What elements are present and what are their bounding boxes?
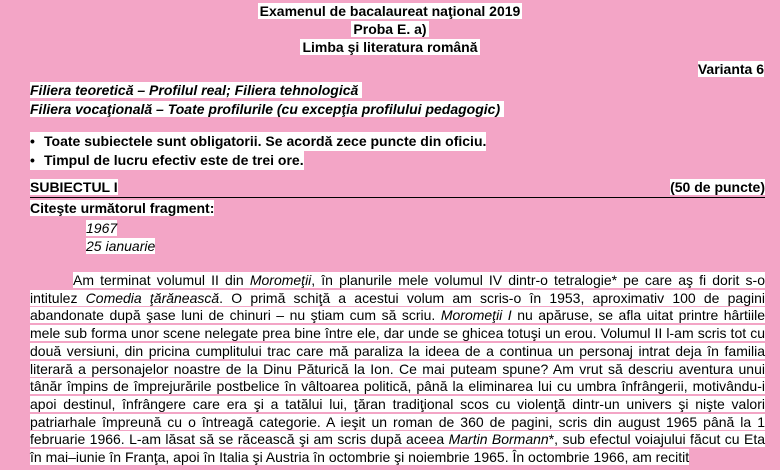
book-title: Comedia ţărănească <box>85 289 220 306</box>
subject-points: (50 de puncte) <box>670 179 765 195</box>
book-title: Martin Bormann <box>448 431 549 448</box>
instruction: Citeşte următorul fragment: <box>30 200 215 216</box>
book-title: Moromeţii I <box>440 307 512 324</box>
filiera-line-2: Filiera vocaţională – Toate profilurile (cu excepţia profilului pedagogic) <box>30 101 504 117</box>
diary-day: 25 ianuarie <box>86 238 156 254</box>
exam-test: Proba E. a) <box>353 21 427 37</box>
exam-header <box>0 2 780 56</box>
rule-item: • Timpul de lucru efectiv este de trei ore. <box>30 152 304 168</box>
exam-subject: Limba şi literatura română <box>302 39 478 55</box>
exam-title: Examenul de bacalaureat naţional 2019 <box>259 3 521 19</box>
bullet-icon: • <box>30 151 44 170</box>
diary-year: 1967 <box>86 220 118 236</box>
variant-label: Varianta 6 <box>697 61 764 77</box>
filiera-block <box>30 81 504 119</box>
subject-heading <box>30 179 765 195</box>
filiera-line-1: Filiera teoretică – Profilul real; Filiera tehnologică <box>30 82 362 98</box>
fragment-text: Am terminat volumul II din Moromeţii, în planurile mele volumul IV dintr-o tetralogie* pe care aş fi dorit s-o intitulez Comedia ţărănească. O primă schiţă a acestui volum am scris-o în 1953, aproximativ 100 de pagini abandonate după şase luni de chinuri – nu ştiam cum să scriu. Moromeţii I nu apăruse, se afla uitat printre hârtiile mele sub forma unor scene nelegate prea bine între ele, dar unde se ghicea totuşi un erou. Volumul II l-am scris tot cu două versiuni, din pricina cumplitului trac care mă paraliza la ideea de a continua un personaj intrat deja în familia literară a personajelor noastre de la Dinu Păturică la Ion. Ce mai puteam spune? Am vrut să descriu aventura unui tânăr împins de împrejurările postbelice în vâltoarea politică, până la eliminarea lui cu umbra înfrângerii, motivându-i apoi destinul, înfrângere care era şi a tatălui lui, ţăran tradiţional scos cu violenţă dintr-un univers şi nişte valori patriarhale împreună cu o întreagă categorie. A ieşit un roman de 360 de pagini, scris din august 1965 până la 1 februarie 1966. L-am lăsat să se răcească şi am scris după aceea Martin Bormann*, sub efectul voiajului făcut cu Eta în mai–iunie în Franţa, apoi în Italia şi Austria în octombrie şi noiembrie 1965. În octombrie 1966, am recitit <box>30 272 766 466</box>
subject-title: SUBIECTUL I <box>30 179 118 195</box>
diary-date <box>86 219 155 255</box>
rule-item: • Toate subiectele sunt obligatorii. Se acordă zece puncte din oficiu. <box>30 133 487 149</box>
divider <box>30 197 765 198</box>
bullet-icon: • <box>30 132 44 151</box>
rules-list <box>30 132 486 170</box>
book-title: Moromeţii <box>249 272 312 288</box>
